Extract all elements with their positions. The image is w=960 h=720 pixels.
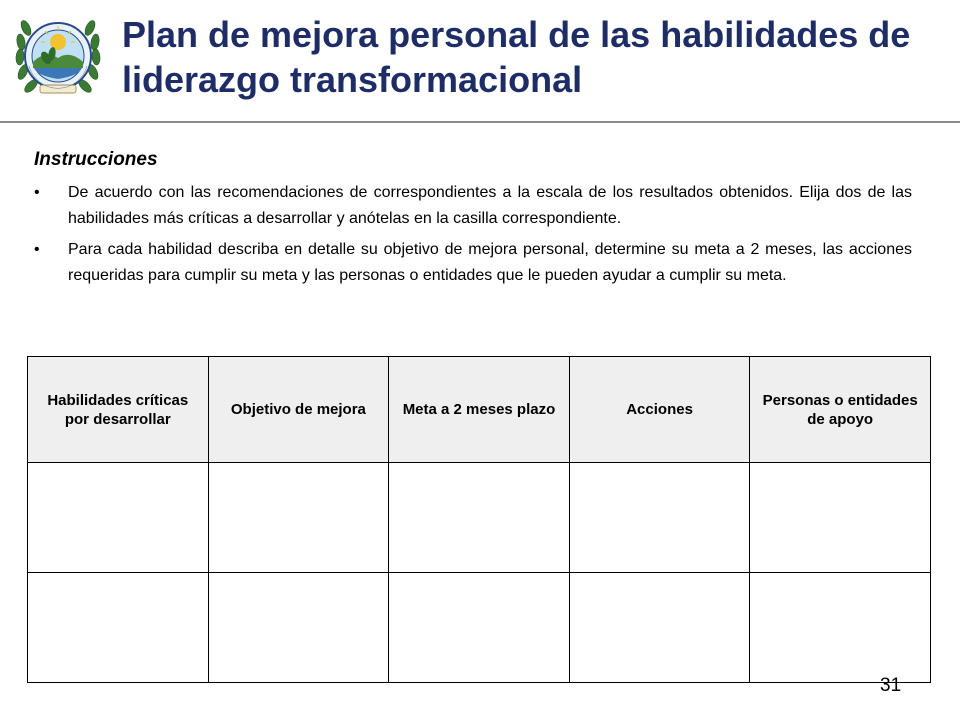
- page-number: 31: [880, 675, 902, 696]
- instruction-text: Para cada habilidad describa en detalle su objetivo de mejora personal, determine su meta a 2 meses, las acciones requeridas para cumplir su meta y las personas o entidades que le pueden ayudar a cumplir su meta.: [68, 241, 912, 284]
- page-title: Plan de mejora personal de las habilidades de liderazgo transformacional: [122, 14, 911, 100]
- column-header-actions: Acciones: [569, 357, 750, 463]
- table-row: [28, 463, 931, 573]
- university-seal-logo: [12, 6, 104, 114]
- column-header-support: Personas o entidades de apoyo: [750, 357, 931, 463]
- table-cell[interactable]: [569, 573, 750, 683]
- instruction-item: [34, 237, 912, 289]
- bullet-icon: •: [34, 184, 40, 201]
- column-header-goal: Meta a 2 meses plazo: [389, 357, 570, 463]
- table-header-row: [28, 357, 931, 463]
- title-divider: [0, 121, 960, 123]
- column-header-skills: Habilidades críticas por desarrollar: [28, 357, 209, 463]
- table-cell[interactable]: [28, 573, 209, 683]
- table-cell[interactable]: [389, 463, 570, 573]
- instruction-item: [34, 180, 912, 232]
- table-cell[interactable]: [569, 463, 750, 573]
- instructions-heading: Instrucciones: [34, 149, 158, 170]
- table-cell[interactable]: [750, 573, 931, 683]
- bullet-icon: •: [34, 241, 40, 258]
- table-cell[interactable]: [208, 463, 389, 573]
- instruction-text: De acuerdo con las recomendaciones de correspondientes a la escala de los resultados obtenidos. Elija dos de las habilidades más críticas a desarrollar y anótelas en la casilla correspondiente.: [68, 184, 912, 227]
- table-cell[interactable]: [750, 463, 931, 573]
- column-header-objective: Objetivo de mejora: [208, 357, 389, 463]
- instructions-list: [34, 180, 912, 294]
- table-cell[interactable]: [389, 573, 570, 683]
- table-cell[interactable]: [208, 573, 389, 683]
- improvement-plan-table: [27, 356, 931, 683]
- table-row: [28, 573, 931, 683]
- table-cell[interactable]: [28, 463, 209, 573]
